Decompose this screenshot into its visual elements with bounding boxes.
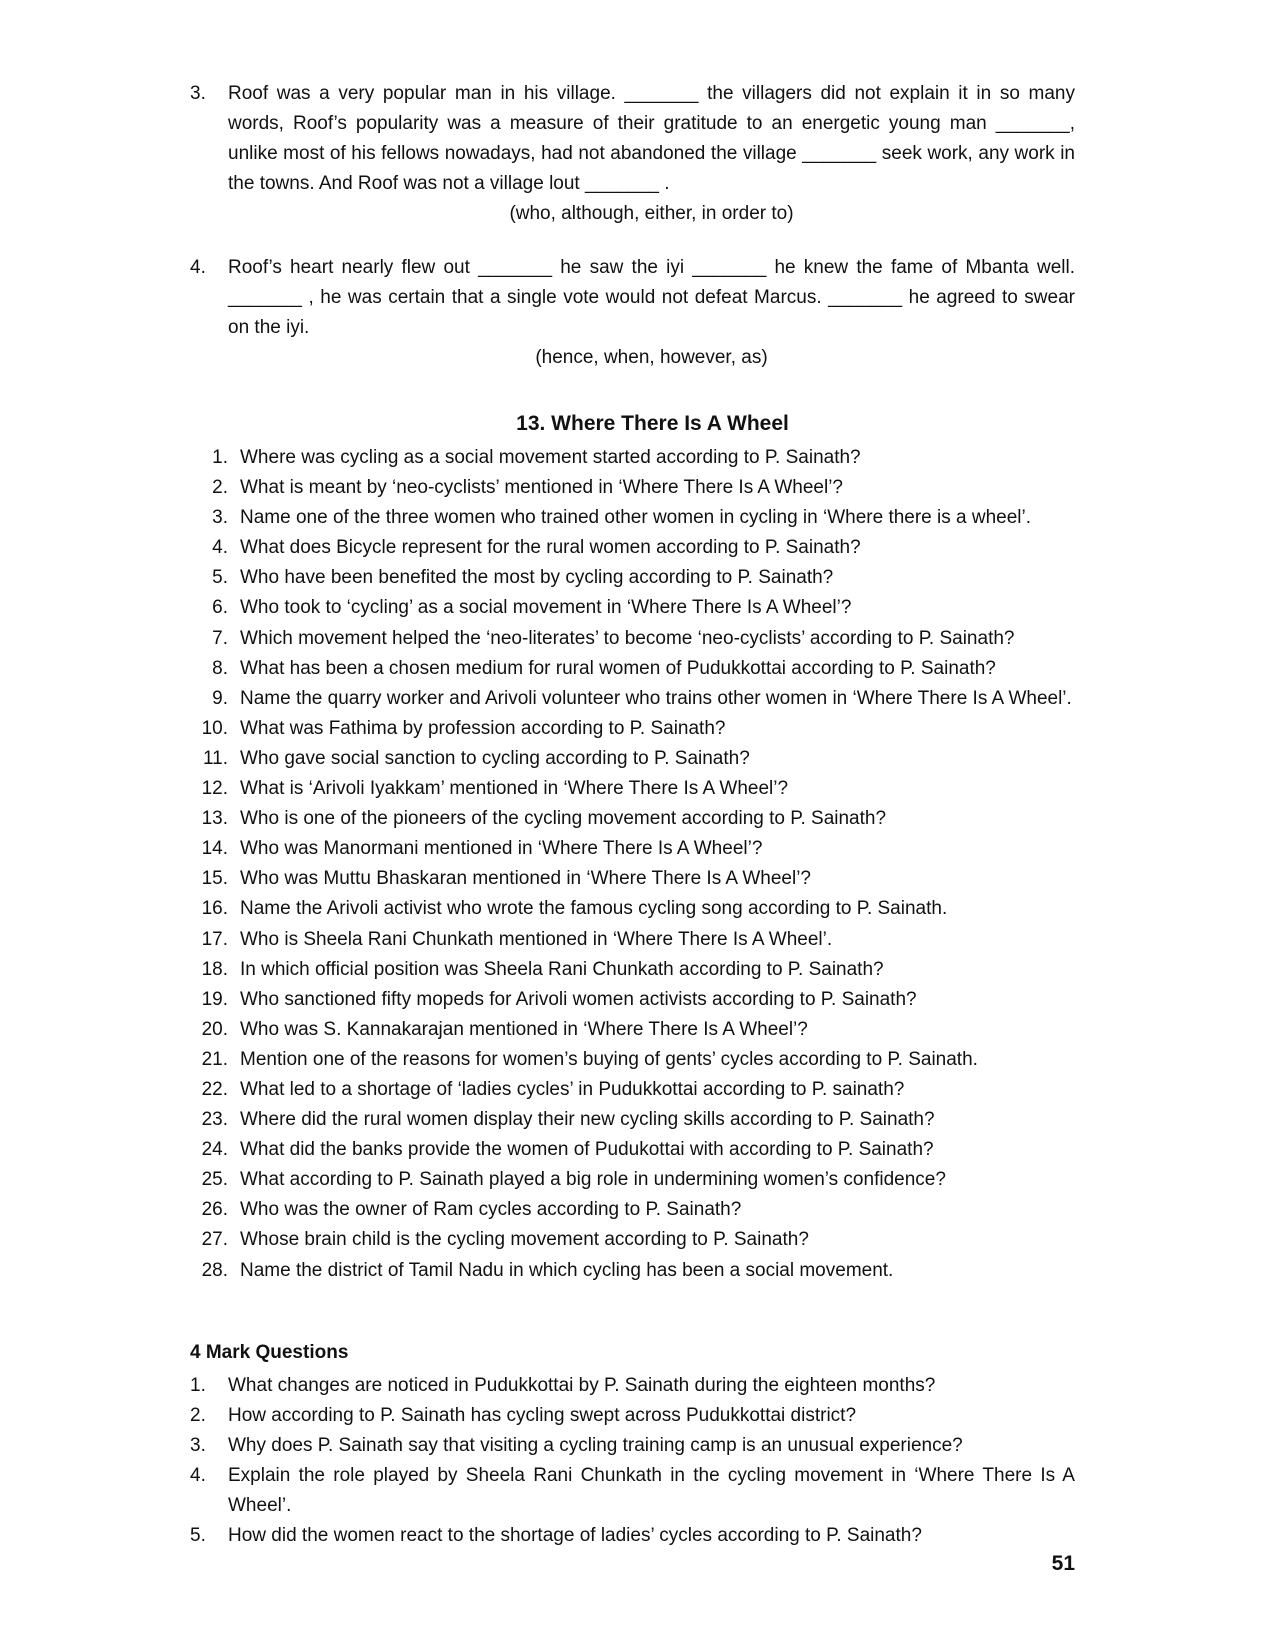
list-item: [178, 593, 1088, 623]
exercise-text: Roof’s heart nearly flew out _______ he saw the iyi _______ he knew the fame of Mbanta well. _______ , he was certain that a single vote would not defeat Marcus. _______ he agreed to swear on the iyi.: [228, 257, 1075, 338]
list-item: [178, 1105, 1088, 1135]
question-number: 1.: [190, 1375, 206, 1396]
question-number: 27.: [201, 1229, 228, 1251]
question-text: Whose brain child is the cycling movement according to P. Sainath?: [240, 1229, 809, 1251]
chapter-title: 13. Where There Is A Wheel: [516, 412, 789, 435]
list-item: [178, 864, 1088, 894]
fill-blank-exercise-3: [190, 79, 1075, 229]
question-number: 1.: [212, 447, 228, 468]
question-number: 26.: [201, 1199, 228, 1221]
question-text: Where was cycling as a social movement started according to P. Sainath?: [240, 447, 861, 468]
question-text: What has been a chosen medium for rural women of Pudukkottai according to P. Sainath?: [240, 657, 996, 679]
question-number: 8.: [212, 657, 228, 679]
question-text: Name the district of Tamil Nadu in which cycling has been a social movement.: [240, 1259, 894, 1281]
question-number: 11.: [202, 747, 228, 769]
question-text: How did the women react to the shortage of ladies’ cycles according to P. Sainath?: [228, 1525, 922, 1546]
question-number: 24.: [201, 1139, 228, 1161]
question-text: Who was the owner of Ram cycles according to P. Sainath?: [240, 1199, 742, 1221]
page-number: 51: [1051, 1552, 1075, 1575]
question-number: 4.: [212, 537, 228, 559]
question-text: Name the quarry worker and Arivoli volunteer who trains other women in ‘Where There Is A Wheel’.: [240, 687, 1072, 709]
question-number: 17.: [201, 928, 228, 950]
question-text: Mention one of the reasons for women’s buying of gents’ cycles according to P. Sainath.: [240, 1048, 978, 1070]
question-number: 13.: [201, 808, 228, 830]
question-text: Who was S. Kannakarajan mentioned in ‘Where There Is A Wheel’?: [240, 1018, 808, 1040]
item-number: 3.: [190, 83, 206, 104]
list-item: [178, 1135, 1088, 1165]
question-text: Who sanctioned fifty mopeds for Arivoli women activists according to P. Sainath?: [240, 988, 917, 1010]
question-number: 7.: [212, 627, 228, 649]
question-number: 22.: [201, 1078, 228, 1100]
question-text: What did the banks provide the women of Pudukottai with according to P. Sainath?: [240, 1139, 934, 1161]
list-item: [178, 804, 1088, 834]
question-text: Who was Muttu Bhaskaran mentioned in ‘Where There Is A Wheel’?: [240, 868, 811, 890]
list-item: [178, 684, 1088, 714]
question-text: Who took to ‘cycling’ as a social movement in ‘Where There Is A Wheel’?: [240, 597, 852, 619]
word-options: (hence, when, however, as): [535, 347, 768, 368]
question-text: Why does P. Sainath say that visiting a cycling training camp is an unusual experience?: [228, 1435, 963, 1456]
exercise-text: Roof was a very popular man in his village. _______ the villagers did not explain it in so many words, Roof’s popularity was a measure of their gratitude to an energetic young man _______, unlike most of his fellows nowadays, had not abandoned the village _______ seek work, any work in the towns. And Roof was not a village lout _______ .: [228, 83, 1075, 194]
question-text: What changes are noticed in Pudukkottai by P. Sainath during the eighteen months?: [228, 1375, 936, 1396]
question-number: 14.: [201, 838, 228, 860]
question-number: 23.: [201, 1109, 228, 1131]
list-item: [190, 1521, 1075, 1551]
question-text: Who have been benefited the most by cycling according to P. Sainath?: [240, 567, 834, 589]
question-number: 4.: [190, 1465, 206, 1486]
question-number: 9.: [212, 687, 228, 709]
item-number: 4.: [190, 257, 206, 278]
list-item: [178, 1256, 1088, 1286]
list-item: [178, 894, 1088, 924]
section-heading: 4 Mark Questions: [190, 1342, 349, 1363]
question-number: 2.: [212, 477, 228, 499]
question-number: 5.: [190, 1525, 206, 1546]
question-number: 12.: [201, 778, 228, 800]
list-item: [178, 955, 1088, 985]
list-item: [190, 1401, 1075, 1431]
list-item: [178, 744, 1088, 774]
question-number: 25.: [201, 1169, 228, 1191]
list-item: [178, 563, 1088, 593]
fill-blank-exercise-4: [190, 253, 1075, 373]
list-item: [178, 654, 1088, 684]
list-item: [190, 1461, 1075, 1521]
question-text: Which movement helped the ‘neo-literates’ to become ‘neo-cyclists’ according to P. Sainath?: [240, 627, 1015, 649]
question-number: 3.: [190, 1435, 206, 1456]
question-text: Name one of the three women who trained other women in cycling in ‘Where there is a wheel’.: [240, 507, 1032, 529]
question-text: What led to a shortage of ‘ladies cycles’ in Pudukkottai according to P. sainath?: [240, 1078, 905, 1100]
list-item: [178, 1045, 1088, 1075]
question-number: 6.: [212, 597, 228, 619]
four-mark-question-list: [190, 1371, 1075, 1551]
question-text: What is ‘Arivoli Iyakkam’ mentioned in ‘Where There Is A Wheel’?: [240, 778, 789, 800]
question-number: 28.: [201, 1259, 228, 1281]
question-number: 15.: [201, 868, 228, 890]
list-item: [178, 1075, 1088, 1105]
list-item: [178, 985, 1088, 1015]
question-text: Who was Manormani mentioned in ‘Where There Is A Wheel’?: [240, 838, 763, 860]
question-text: What according to P. Sainath played a big role in undermining women’s confidence?: [240, 1169, 946, 1191]
list-item: [178, 1195, 1088, 1225]
question-text: Who is Sheela Rani Chunkath mentioned in ‘Where There Is A Wheel’.: [240, 928, 833, 950]
question-text: What was Fathima by profession according to P. Sainath?: [240, 717, 726, 739]
question-number: 16.: [201, 898, 228, 920]
question-number: 2.: [190, 1405, 206, 1426]
list-item: [178, 624, 1088, 654]
word-options: (who, although, either, in order to): [509, 203, 794, 224]
question-text: Name the Arivoli activist who wrote the famous cycling song according to P. Sainath.: [240, 898, 948, 920]
list-item: [178, 443, 1088, 473]
question-text: How according to P. Sainath has cycling swept across Pudukkottai district?: [228, 1405, 857, 1426]
list-item: [178, 714, 1088, 744]
question-text: What is meant by ‘neo-cyclists’ mentioned in ‘Where There Is A Wheel’?: [240, 477, 843, 499]
list-item: [190, 1431, 1075, 1461]
list-item: [178, 1015, 1088, 1045]
question-text: What does Bicycle represent for the rural women according to P. Sainath?: [240, 537, 861, 559]
list-item: [178, 834, 1088, 864]
list-item: [178, 503, 1088, 533]
list-item: [190, 1371, 1075, 1401]
question-number: 5.: [212, 567, 228, 589]
question-number: 21.: [201, 1048, 228, 1070]
list-item: [178, 1225, 1088, 1255]
list-item: [178, 1165, 1088, 1195]
question-number: 18.: [201, 958, 228, 980]
question-text: In which official position was Sheela Rani Chunkath according to P. Sainath?: [240, 958, 884, 980]
question-number: 10.: [201, 717, 228, 739]
list-item: [178, 925, 1088, 955]
question-text: Who gave social sanction to cycling according to P. Sainath?: [240, 747, 750, 769]
question-number: 20.: [201, 1018, 228, 1040]
list-item: [178, 473, 1088, 503]
question-number: 19.: [201, 988, 228, 1010]
question-text: Explain the role played by Sheela Rani Chunkath in the cycling movement in ‘Where There Is A Wheel’.: [228, 1465, 1075, 1516]
list-item: [178, 533, 1088, 563]
question-list: [178, 443, 1088, 1286]
question-number: 3.: [212, 507, 228, 529]
question-text: Who is one of the pioneers of the cycling movement according to P. Sainath?: [240, 808, 887, 830]
list-item: [178, 774, 1088, 804]
question-text: Where did the rural women display their new cycling skills according to P. Sainath?: [240, 1109, 935, 1131]
